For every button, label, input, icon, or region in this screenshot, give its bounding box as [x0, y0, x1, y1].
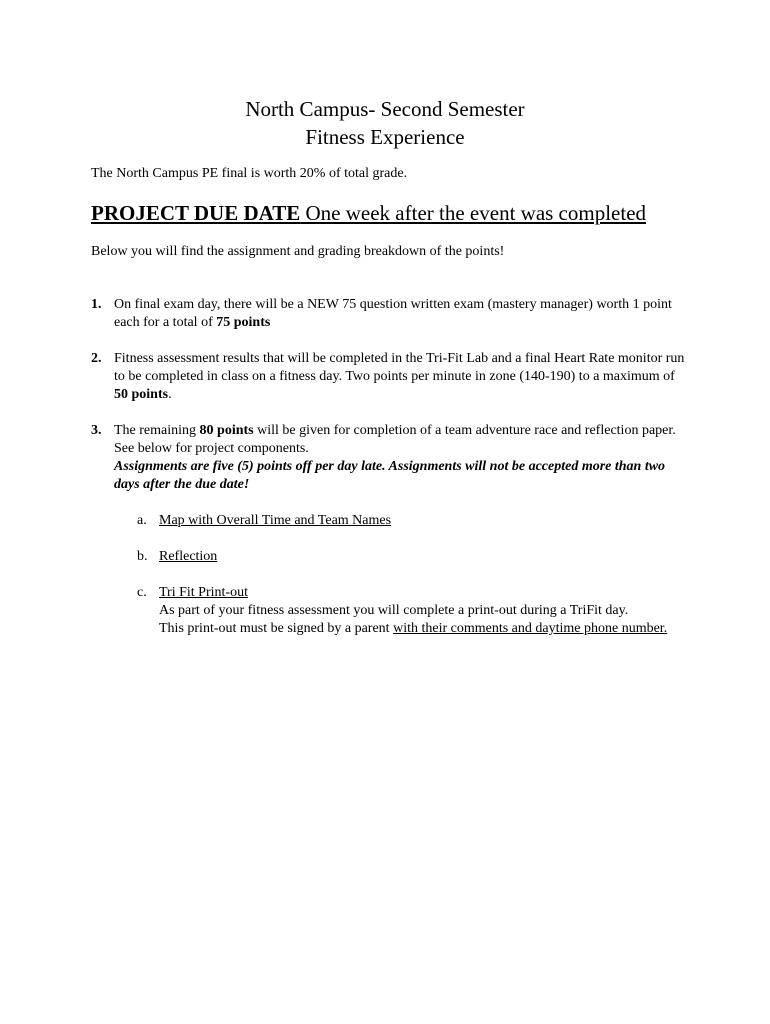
item-number: 1. [91, 297, 102, 312]
item-text-after: . [168, 387, 172, 402]
project-due-date [91, 199, 646, 227]
title-line-1: North Campus- Second Semester [245, 97, 525, 121]
component-letter: b. [137, 549, 148, 564]
item-number: 3. [91, 423, 102, 438]
item-points: 80 points [199, 423, 254, 438]
list-item [91, 350, 691, 404]
due-date-value: One week after the event was completed [300, 201, 647, 225]
component-label: Tri Fit Print-out [159, 585, 248, 600]
component-item-trifit [137, 584, 691, 638]
item-text: Fitness assessment results that will be completed in the Tri-Fit Lab and a final Heart Rate monitor run to be completed in class on a fitness day. Two points per minute in zone (140-190) to a maximum of [114, 351, 685, 384]
item-number: 2. [91, 351, 102, 366]
component-detail-text: This print-out must be signed by a parent [159, 621, 394, 636]
intro-text: The North Campus PE final is worth 20% of total grade. [91, 166, 408, 181]
component-label: Map with Overall Time and Team Names [159, 513, 392, 528]
component-item-map [137, 512, 691, 530]
item-points: 75 points [216, 315, 271, 330]
item-text: On final exam day, there will be a NEW 75 question written exam (mastery manager) worth 1 point each for a total of [114, 297, 672, 330]
component-item-reflection [137, 548, 691, 566]
grading-list [91, 296, 691, 656]
list-item [91, 296, 691, 332]
item-text-after: will be given for completion of a team adventure race and reflection paper. See below for project components. [114, 423, 676, 456]
item-text: The remaining [114, 423, 200, 438]
component-label: Reflection [159, 549, 218, 564]
list-item [91, 422, 691, 638]
late-policy-warning: Assignments are five (5) points off per day late. Assignments will not be accepted more than two days after the due date! [114, 459, 666, 492]
component-detail-underlined: with their comments and daytime phone number. [393, 621, 668, 636]
component-letter: a. [137, 513, 147, 528]
item-points: 50 points [114, 387, 169, 402]
breakdown-intro: Below you will find the assignment and grading breakdown of the points! [91, 244, 505, 259]
component-letter: c. [137, 585, 147, 600]
document-title [0, 95, 770, 151]
component-detail-line1: As part of your fitness assessment you will complete a print-out during a TriFit day. [159, 603, 629, 618]
component-list [114, 512, 691, 638]
due-date-label: PROJECT DUE DATE [91, 201, 301, 225]
title-line-2: Fitness Experience [305, 125, 465, 149]
